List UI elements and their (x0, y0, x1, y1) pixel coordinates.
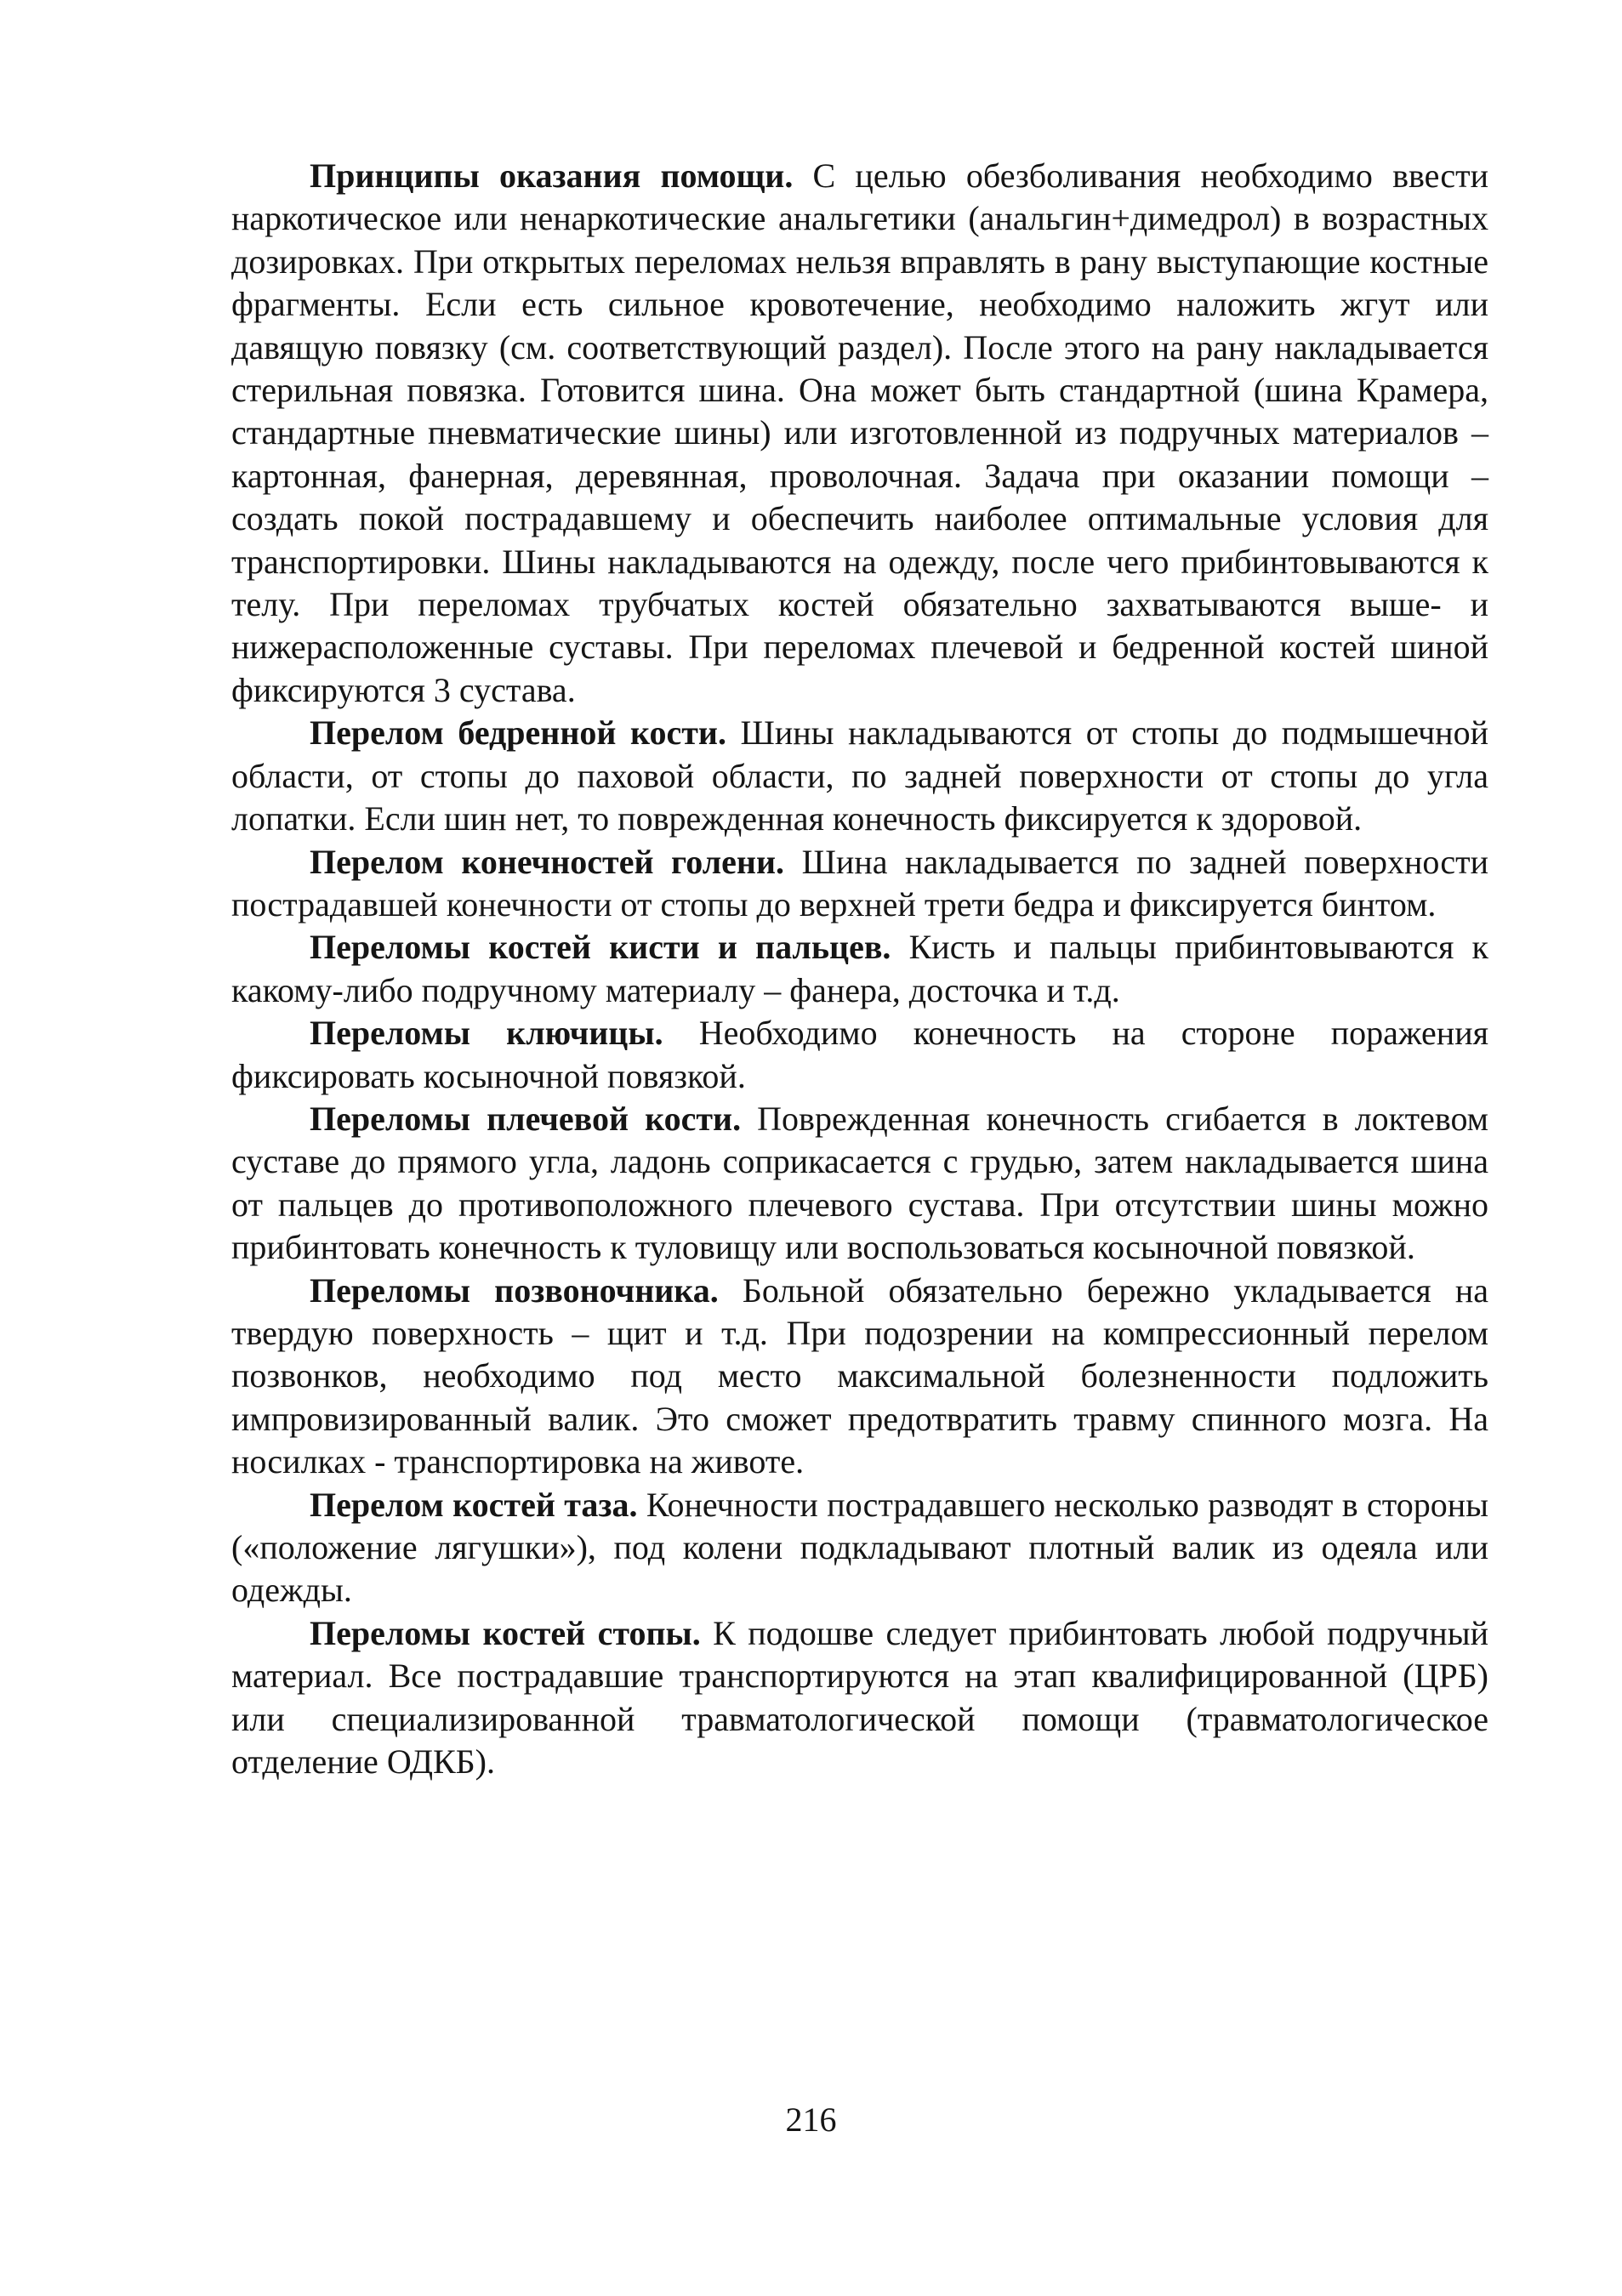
paragraph-heading: Переломы ключицы. (310, 1014, 663, 1053)
paragraph-femur-fracture (231, 712, 1488, 840)
body-text (231, 155, 1488, 1783)
paragraph-humerus-fracture (231, 1098, 1488, 1270)
paragraph-text: Шина накладывается по задней поверхности пострадавшей конечности от стопы до верхней трети бедра и фиксируется бинтом. (231, 842, 1488, 924)
paragraph-heading: Переломы позвоночника. (310, 1270, 719, 1310)
paragraph-heading: Перелом костей таза. (310, 1485, 638, 1524)
paragraph-text: К подошве следует прибинтовать любой подручный материал. Все пострадавшие транспортируются на этап квалифицированной (ЦРБ) или специализированной травматологической помощи (травматологическое отделение ОДКБ). (231, 1613, 1488, 1782)
paragraph-heading: Переломы костей стопы. (310, 1613, 701, 1652)
paragraph-text: Больной обязательно бережно укладывается на твердую поверхность – щит и т.д. При подозрении на компрессионный перелом позвонков, необходимо под место максимальной болезненности подложить импровизированный валик. Это сможет предотвратить травму спинного мозга. На носилках - транспортировка на животе. (231, 1270, 1488, 1481)
paragraph-text: Шины накладываются от стопы до подмышечной области, от стопы до паховой области, по задней поверхности от стопы до угла лопатки. Если шин нет, то поврежденная конечность фиксируется к здоровой. (231, 713, 1488, 838)
paragraph-heading: Переломы костей кисти и пальцев. (310, 928, 891, 967)
paragraph-text: Поврежденная конечность сгибается в локтевом суставе до прямого угла, ладонь соприкасается с грудью, затем накладывается шина от пальцев до противоположного плечевого сустава. При отсутствии шины можно прибинтовать конечность к туловищу или воспользоваться косыночной повязкой. (231, 1099, 1488, 1267)
paragraph-shin-fracture (231, 841, 1488, 927)
paragraph-hand-fracture (231, 926, 1488, 1012)
page-number: 216 (785, 2100, 837, 2139)
paragraph-heading: Перелом конечностей голени. (310, 842, 784, 881)
paragraph-pelvis-fracture (231, 1484, 1488, 1612)
paragraph-text: Конечности пострадавшего несколько разводят в стороны («положение лягушки»), под колени подкладывают плотный валик из одеяла или одежды. (231, 1485, 1488, 1610)
paragraph-heading: Перелом бедренной кости. (310, 713, 726, 753)
paragraph-heading: Принципы оказания помощи. (310, 156, 794, 195)
paragraph-principles (231, 155, 1488, 712)
paragraph-heading: Переломы плечевой кости. (310, 1099, 742, 1138)
paragraph-clavicle-fracture (231, 1012, 1488, 1098)
paragraph-text: Необходимо конечность на стороне поражения фиксировать косыночной повязкой. (231, 1014, 1489, 1095)
paragraph-text: С целью обезболивания необходимо ввести наркотическое или ненаркотические анальгетики (анальгин+димедрол) в возрастных дозировках. При открытых переломах нельзя вправлять в рану выступающие костные фрагменты. Если есть сильное кровотечение, необходимо наложить жгут или давящую повязку (см. соответствующий раздел). После этого на рану накладывается стерильная повязка. Готовится шина. Она может быть стандартной (шина Крамера, стандартные пневматические шины) или изготовленной из подручных материалов – картонная, фанерная, деревянная, проволочная. Задача при оказании помощи – создать покой пострадавшему и обеспечить наиболее оптимальные условия для транспортировки. Шины накладываются на одежду, после чего прибинтовываются к телу. При переломах трубчатых костей обязательно захватываются выше- и нижерасположенные суставы. При переломах плечевой и бедренной костей шиной фиксируются 3 сустава. (231, 156, 1488, 709)
paragraph-spine-fracture (231, 1270, 1488, 1484)
paragraph-text: Кисть и пальцы прибинтовываются к какому-либо подручному материалу – фанера, досточка и т.д. (231, 928, 1488, 1009)
paragraph-foot-fracture (231, 1612, 1488, 1784)
